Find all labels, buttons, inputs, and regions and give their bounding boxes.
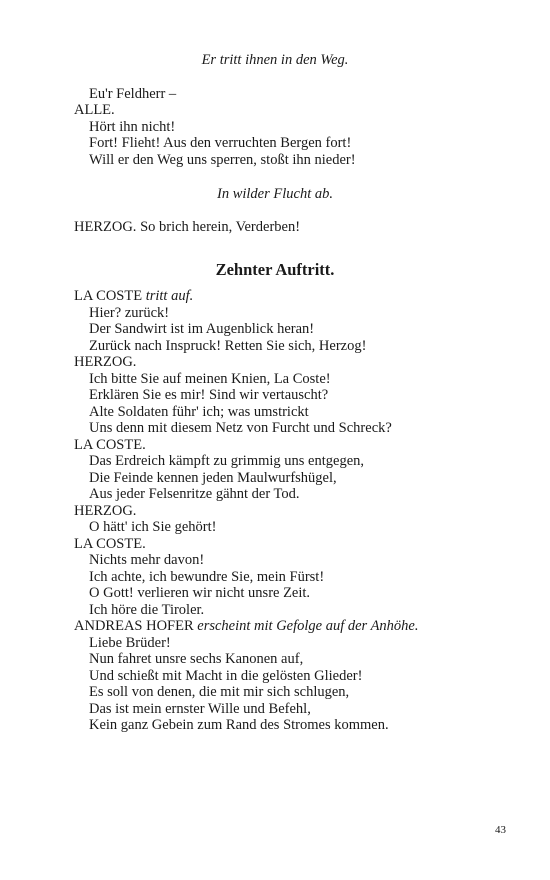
verse-line: Nun fahret unsre sechs Kanonen auf, [89,651,304,667]
verse-line: Will er den Weg uns sperren, stoßt ihn nieder! [89,152,356,168]
speaker-name: ANDREAS HOFER [74,618,194,634]
verse-line: Der Sandwirt ist im Augenblick heran! [89,321,315,337]
speaker-name: HERZOG. [74,354,137,370]
verse-line: Das Erdreich kämpft zu grimmig uns entgegen, [89,453,365,469]
speaker-name: ALLE. [74,102,115,118]
speech-text: So brich herein, Verderben! [136,219,301,235]
verse-line: Aus jeder Felsenritze gähnt der Tod. [89,486,300,502]
verse-line: O Gott! verlieren wir nicht unsre Zeit. [89,585,311,601]
verse-line: Uns denn mit diesem Netz von Furcht und Schreck? [89,420,392,436]
speech-line [74,219,300,236]
verse-line: Fort! Flieht! Aus den verruchten Bergen fort! [89,135,352,151]
verse-line: Ich achte, ich bewundre Sie, mein Fürst! [89,569,325,585]
verse-line: O hätt' ich Sie gehört! [89,519,217,535]
verse-line: Das ist mein ernster Wille und Befehl, [89,701,311,717]
speech-line [74,288,193,305]
verse-line: Liebe Brüder! [89,635,171,651]
verse-line: Hört ihn nicht! [89,119,176,135]
verse-line: Alte Soldaten führ' ich; was umstrickt [89,404,309,420]
verse-line: Ich höre die Tiroler. [89,602,205,618]
verse-line: Es soll von denen, die mit mir sich schlugen, [89,684,350,700]
speaker-name: LA COSTE. [74,437,146,453]
speech-line [74,618,418,635]
verse-line: Eu'r Feldherr – [89,86,177,102]
scene-heading: Zehnter Auftritt. [215,260,335,279]
speaker-name: HERZOG. [74,219,137,235]
speaker-name: LA COSTE [74,288,143,304]
verse-line: Und schießt mit Macht in die gelösten Glieder! [89,668,363,684]
verse-line: Ich bitte Sie auf meinen Knien, La Coste! [89,371,331,387]
verse-line: Zurück nach Inspruck! Retten Sie sich, Herzog! [89,338,367,354]
speaker-name: LA COSTE. [74,536,146,552]
verse-line: Erklären Sie es mir! Sind wir vertauscht? [89,387,329,403]
stage-direction: Er tritt ihnen in den Weg. [201,52,349,68]
stage-direction: erscheint mit Gefolge auf der Anhöhe. [193,618,419,634]
verse-line: Kein ganz Gebein zum Rand des Stromes kommen. [89,717,389,733]
page-number: 43 [495,824,506,836]
verse-line: Hier? zurück! [89,305,170,321]
verse-line: Nichts mehr davon! [89,552,205,568]
speaker-name: HERZOG. [74,503,137,519]
stage-direction: In wilder Flucht ab. [217,186,333,202]
verse-line: Die Feinde kennen jeden Maulwurfshügel, [89,470,337,486]
stage-direction: tritt auf. [142,288,194,304]
